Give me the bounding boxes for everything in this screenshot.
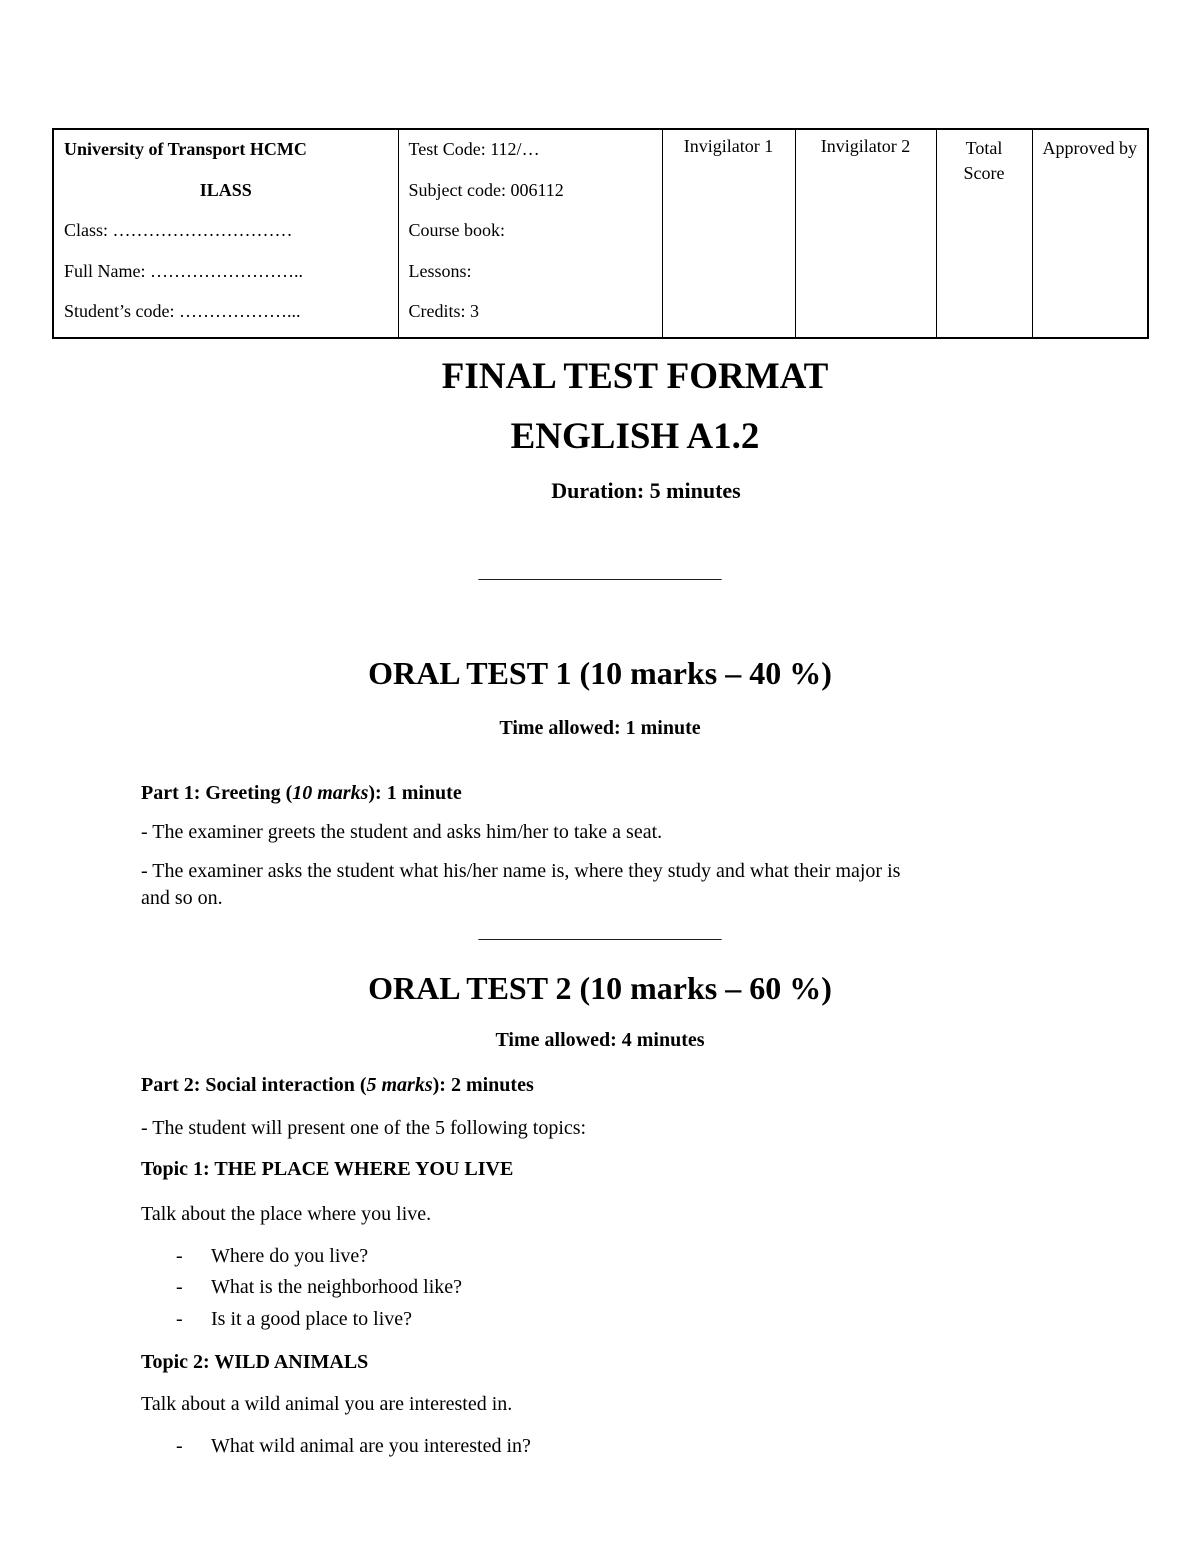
part-1-marks: 10 marks xyxy=(292,782,369,804)
part-1-line-2b: and so on. xyxy=(141,887,223,909)
course-book: Course book: xyxy=(408,220,505,240)
part-1-heading xyxy=(141,782,462,805)
topic-2-title: Topic 2: WILD ANIMALS xyxy=(141,1351,369,1373)
fullname-field: Full Name: …………………….. xyxy=(64,260,303,281)
total-score-cell xyxy=(936,129,1032,338)
bullet: - xyxy=(176,1245,183,1267)
invigilator2-label: Invigilator 2 xyxy=(820,136,911,156)
lessons: Lessons: xyxy=(408,260,472,281)
bullet: - xyxy=(176,1308,183,1330)
topic-1-question: Where do you live? xyxy=(211,1245,369,1267)
class-field: Class: ………………………… xyxy=(64,220,293,240)
invigilator1-cell xyxy=(662,129,795,338)
institute-name: ILASS xyxy=(199,179,252,200)
approved-by-label: Approved by xyxy=(1042,138,1137,158)
invigilator2-cell xyxy=(795,129,936,338)
student-code-field: Student’s code: ………………... xyxy=(64,301,301,321)
subject-title: ENGLISH A1.2 xyxy=(510,416,760,457)
oral-test-2-time: Time allowed: 4 minutes xyxy=(495,1029,705,1051)
invigilator1-label: Invigilator 1 xyxy=(683,136,774,156)
bullet: - xyxy=(176,1276,183,1298)
part-2-suffix: ): 2 minutes xyxy=(432,1074,534,1096)
bullet: - xyxy=(176,1435,183,1457)
total-score-label: Total Score xyxy=(963,138,1005,183)
oral-test-2-heading: ORAL TEST 2 (10 marks – 60 %) xyxy=(368,970,832,1006)
separator-2: ––––––––––––––––––––––––––– xyxy=(478,928,722,948)
oral-test-1-time: Time allowed: 1 minute xyxy=(499,717,701,739)
topic-1-prompt: Talk about the place where you live. xyxy=(141,1203,432,1225)
student-info-cell xyxy=(53,129,398,338)
part-1-prefix: Part 1: Greeting ( xyxy=(141,782,293,804)
test-code: Test Code: 112/… xyxy=(408,139,540,159)
part-1-line-1: - The examiner greets the student and asks him/her to take a seat. xyxy=(141,821,663,843)
duration: Duration: 5 minutes xyxy=(551,478,741,503)
oral-test-1-heading: ORAL TEST 1 (10 marks – 40 %) xyxy=(368,655,832,691)
part-2-intro: - The student will present one of the 5 following topics: xyxy=(141,1117,587,1139)
main-title: FINAL TEST FORMAT xyxy=(441,356,829,397)
part-2-marks: 5 marks xyxy=(366,1074,433,1096)
header-table xyxy=(52,128,1149,339)
topic-1-question: Is it a good place to live? xyxy=(211,1308,413,1330)
topic-1-question: What is the neighborhood like? xyxy=(211,1276,463,1298)
topic-2-prompt: Talk about a wild animal you are interested in. xyxy=(141,1393,513,1415)
credits: Credits: 3 xyxy=(408,301,479,321)
topic-1-title: Topic 1: THE PLACE WHERE YOU LIVE xyxy=(141,1158,514,1180)
separator-1: ––––––––––––––––––––––––––– xyxy=(478,568,722,588)
university-name: University of Transport HCMC xyxy=(64,139,307,159)
test-info-cell xyxy=(398,129,662,338)
part-2-heading xyxy=(141,1074,534,1097)
subject-code: Subject code: 006112 xyxy=(408,179,564,200)
part-1-line-2a: - The examiner asks the student what his/her name is, where they study and what their major is xyxy=(141,860,901,882)
part-1-suffix: ): 1 minute xyxy=(368,782,462,804)
topic-2-question: What wild animal are you interested in? xyxy=(211,1435,531,1457)
part-2-prefix: Part 2: Social interaction ( xyxy=(141,1074,367,1096)
approved-by-cell xyxy=(1032,129,1148,338)
